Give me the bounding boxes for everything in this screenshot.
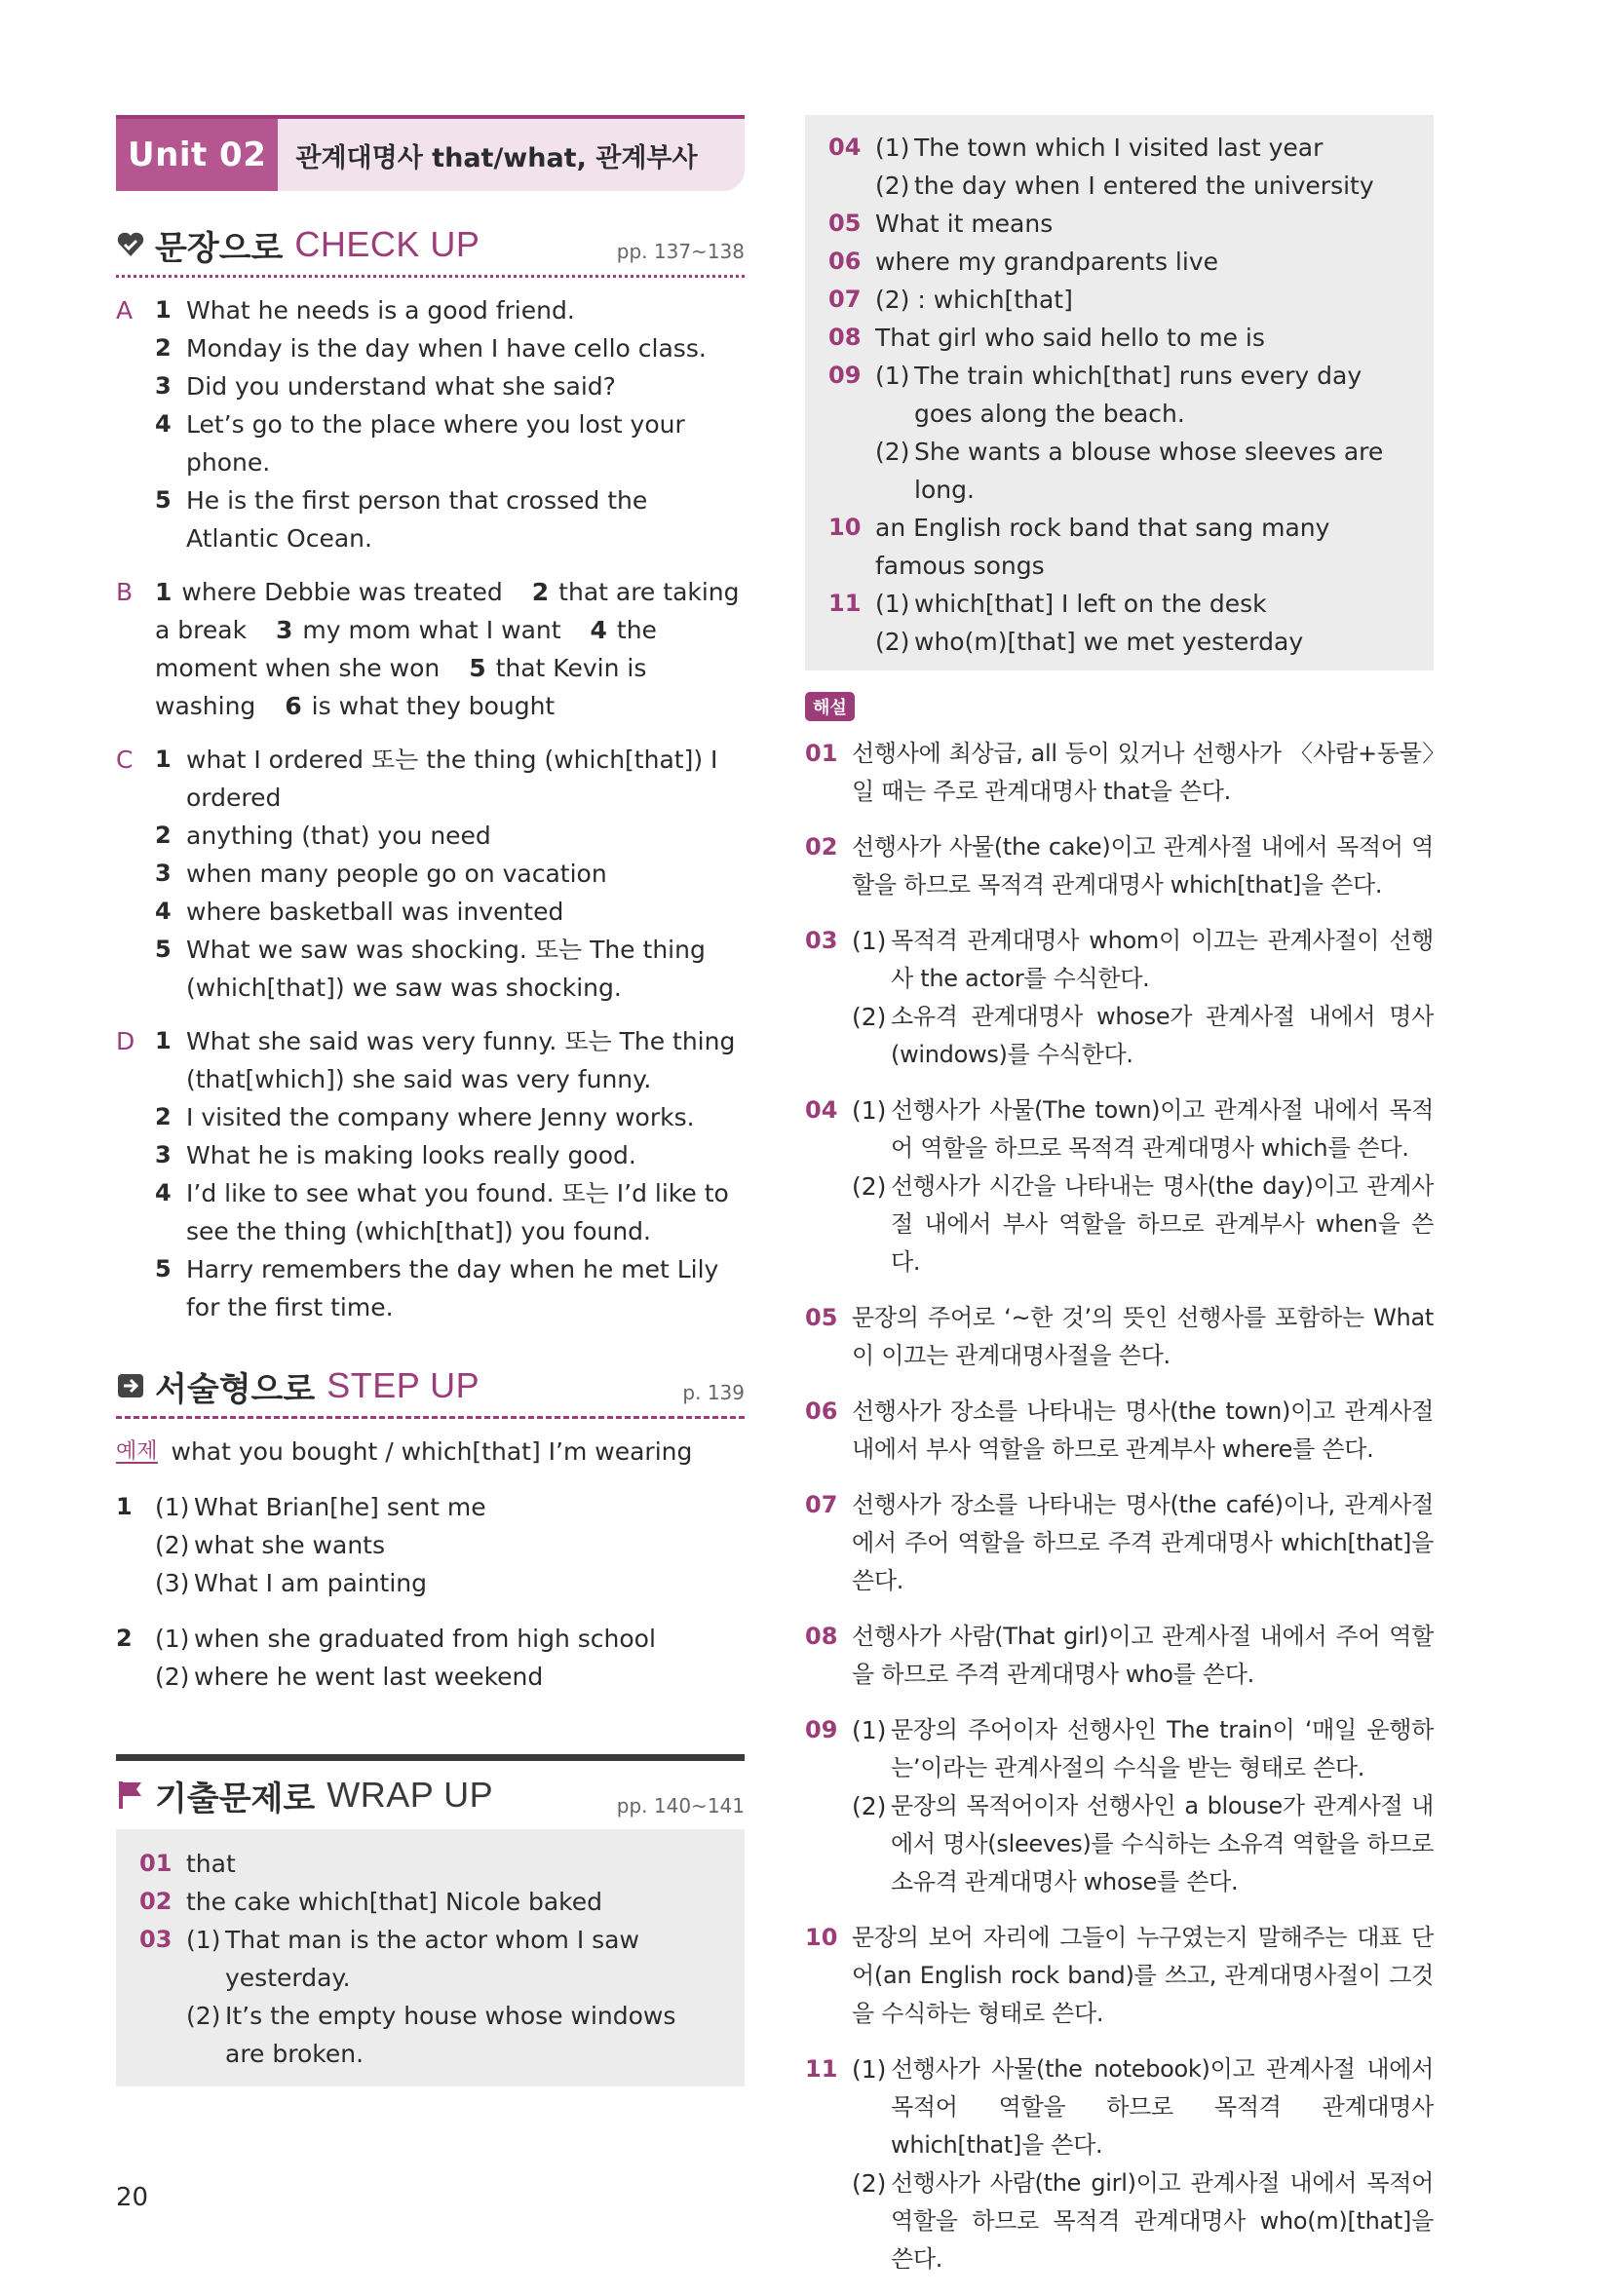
sub-answer [155, 1620, 745, 1658]
answer-row [155, 329, 745, 367]
explanation-item [805, 1711, 1434, 1901]
explanation-item [805, 922, 1434, 1074]
explanation-item [805, 1618, 1434, 1694]
answer-number: 1 [155, 1027, 172, 1054]
page-number: 20 [116, 2183, 149, 2212]
sub-number: (2) [155, 1663, 190, 1691]
group-letter: B [116, 578, 134, 606]
answer-number: 5 [155, 936, 172, 963]
wrap-answer-body [186, 1921, 721, 2073]
answer-row [155, 1250, 745, 1326]
explanation-number: 11 [805, 2055, 838, 2083]
group-letter: A [116, 296, 134, 325]
answer-number: 5 [469, 654, 486, 682]
sub-text: 선행사가 사물(The town)이고 관계사절 내에서 목적어 역할을 하므로 목적격 관계대명사 which를 쓴다. [891, 1096, 1434, 1162]
wrap-answer-sub [186, 1997, 721, 2073]
answer-row [155, 1098, 745, 1136]
wrap-up-divider [116, 1754, 745, 1761]
explanation-label: 해설 [805, 692, 855, 721]
wrap-answer-number: 09 [828, 362, 862, 389]
step-up-title-ko: 서술형으로 [155, 1369, 316, 1409]
wrap-answer-number: 02 [139, 1888, 173, 1915]
answer-text: that are taking a break [155, 578, 740, 644]
wrap-answer-item [828, 585, 1410, 661]
sub-text: 선행사가 사람(the girl)이고 관계사절 내에서 목적어 역할을 하므로 목적격 관계대명사 who(m)[that]을 쓴다. [891, 2169, 1434, 2273]
dashed-divider [116, 1416, 745, 1419]
check-group [116, 1022, 745, 1326]
wrap-up-answers-continued [805, 115, 1434, 670]
answer-number: 2 [155, 822, 172, 849]
step-number: 2 [116, 1625, 133, 1652]
explanation-item [805, 1486, 1434, 1600]
group-letter: D [116, 1027, 135, 1055]
wrap-answer-item [828, 129, 1410, 205]
sub-text: what she wants [194, 1531, 385, 1559]
wrap-answer-sub [875, 357, 1410, 433]
wrap-answer-item [139, 1921, 721, 2073]
sub-text: 문장의 목적어이자 선행사인 a blouse가 관계사절 내에서 명사(sleeves)를 수식하는 소유격 역할을 하므로 소유격 관계대명사 whose를 쓴다. [891, 1792, 1434, 1895]
sub-number: (1) [852, 1716, 887, 1744]
explanation-item [805, 1091, 1434, 1282]
unit-banner [116, 115, 745, 191]
wrap-answer-number: 06 [828, 248, 862, 275]
wrap-answer-text: where my grandparents live [875, 248, 1218, 276]
wrap-answer-sub [186, 1921, 721, 1997]
explanation-sub [852, 922, 1434, 998]
step-up-title-en: STEP UP [326, 1365, 480, 1405]
answer-number: 5 [155, 486, 172, 514]
unit-label: Unit 02 [116, 119, 278, 191]
explanation-item [805, 2050, 1434, 2278]
sub-number: (1) [875, 590, 910, 618]
sub-text: who(m)[that] we met yesterday [914, 628, 1304, 656]
explanation-text: 선행사가 사람(That girl)이고 관계사절 내에서 주어 역할을 하므로 주격 관계대명사 who를 쓴다. [852, 1623, 1434, 1688]
wrap-answer-number: 10 [828, 514, 862, 541]
answer-number: 4 [155, 410, 172, 438]
answer-text: Did you understand what she said? [186, 372, 616, 401]
group-letter: C [116, 746, 134, 774]
explanation-body [852, 1091, 1434, 1282]
answer-text: that Kevin is washing [155, 654, 647, 720]
sub-text: 문장의 주어이자 선행사인 The train이 ‘매일 운행하는’이라는 관계사절의 수식을 받는 형태로 쓴다. [891, 1716, 1434, 1781]
wrap-answer-item [139, 1883, 721, 1921]
sub-answer [155, 1564, 745, 1602]
step-body [155, 1488, 745, 1602]
sub-text: which[that] I left on the desk [914, 590, 1267, 618]
sub-text: 선행사가 시간을 나타내는 명사(the day)이고 관계사절 내에서 부사 역할을 하므로 관계부사 when을 쓴다. [891, 1172, 1434, 1276]
sub-answer [155, 1658, 745, 1696]
answer-row [155, 893, 745, 931]
sub-text: That man is the actor whom I saw yesterday. [225, 1926, 639, 1992]
flag-icon [116, 1780, 145, 1810]
answer-row [155, 405, 745, 481]
step-up-pages: p. 139 [682, 1381, 745, 1404]
explanation-number: 02 [805, 833, 838, 861]
sub-number: (1) [186, 1926, 221, 1954]
check-up-title-en: CHECK UP [294, 224, 480, 264]
answer-text: the moment when she won [155, 616, 657, 682]
sub-text: the day when I entered the university [914, 172, 1374, 200]
wrap-up-header [116, 1761, 745, 1829]
sub-number: (1) [155, 1493, 190, 1521]
explanations [805, 735, 1434, 2278]
wrap-answer-item [828, 205, 1410, 243]
explanation-text: 선행사가 장소를 나타내는 명사(the town)이고 관계사절 내에서 부사 역할을 하므로 관계부사 where를 쓴다. [852, 1397, 1434, 1463]
explanation-sub [852, 1787, 1434, 1901]
wrap-answer-number: 03 [139, 1926, 173, 1953]
answer-number: 2 [155, 1103, 172, 1130]
explanation-item [805, 828, 1434, 904]
answer-row [155, 1174, 745, 1250]
sub-number: (1) [852, 1096, 887, 1125]
sub-text: The town which I visited last year [914, 134, 1324, 162]
right-column [805, 115, 1434, 2296]
answer-text: He is the first person that crossed the Atlantic Ocean. [186, 486, 648, 553]
explanation-sub [852, 2050, 1434, 2164]
arrow-box-icon [116, 1371, 145, 1400]
step-up-header [116, 1356, 745, 1416]
explanation-body [852, 2050, 1434, 2278]
example-tag: 예제 [116, 1433, 158, 1464]
wrap-answer-item [828, 243, 1410, 281]
answer-row [155, 291, 745, 329]
answer-text: where basketball was invented [186, 898, 564, 926]
sub-text: It’s the empty house whose windows are broken. [225, 2002, 676, 2068]
sub-answer [155, 1488, 745, 1526]
wrap-answer-sub [875, 167, 1410, 205]
wrap-answer-body [875, 585, 1410, 661]
answer-number: 3 [276, 616, 293, 644]
wrap-answer-sub [875, 129, 1410, 167]
answer-text: Monday is the day when I have cello class. [186, 334, 707, 363]
answer-number: 3 [155, 1141, 172, 1168]
check-group [116, 573, 745, 725]
check-up-header [116, 214, 745, 275]
unit-title: 관계대명사 that/what, 관계부사 [295, 142, 698, 173]
explanation-text: 문장의 주어로 ‘~한 것’의 뜻인 선행사를 포함하는 What이 이끄는 관계대명사절을 쓴다. [852, 1304, 1434, 1369]
answer-row [155, 741, 745, 817]
wrap-answer-number: 05 [828, 210, 862, 237]
answer-number: 5 [155, 1255, 172, 1282]
dotted-divider [116, 275, 745, 278]
wrap-answer-text: that [186, 1850, 236, 1878]
answer-number: 1 [155, 746, 172, 773]
answer-text: my mom what I want [302, 616, 561, 644]
sub-text: 소유격 관계대명사 whose가 관계사절 내에서 명사(windows)를 수식한다. [891, 1003, 1434, 1068]
explanation-item [805, 1299, 1434, 1375]
sub-number: (1) [852, 927, 887, 955]
sub-text: where he went last weekend [194, 1663, 544, 1691]
answer-text: I’d like to see what you found. 또는 I’d like to see the thing (which[that]) you found. [186, 1179, 729, 1245]
answer-row [155, 817, 745, 855]
check-up-title-ko: 문장으로 [155, 228, 284, 268]
wrap-answer-number: 08 [828, 324, 862, 351]
explanation-sub [852, 1711, 1434, 1787]
explanation-text: 문장의 보어 자리에 그들이 누구였는지 말해주는 대표 단어(an English rock band)를 쓰고, 관계대명사절이 그것을 수식하는 형태로 쓴다. [852, 1924, 1434, 2027]
wrap-answer-text: an English rock band that sang many famous songs [875, 514, 1330, 580]
explanation-number: 07 [805, 1491, 838, 1518]
answer-text: what I ordered 또는 the thing (which[that]) I ordered [186, 746, 718, 812]
wrap-answer-sub [875, 433, 1410, 509]
sub-number: (2) [875, 172, 910, 200]
sub-number: (3) [155, 1569, 190, 1597]
group-body [155, 573, 745, 725]
answer-number: 3 [155, 372, 172, 400]
answer-number: 6 [285, 692, 302, 720]
sub-number: (2) [875, 438, 910, 466]
explanation-number: 09 [805, 1716, 838, 1743]
answer-text: What we saw was shocking. 또는 The thing (which[that]) we saw was shocking. [186, 936, 706, 1002]
wrap-answer-text: the cake which[that] Nicole baked [186, 1888, 602, 1916]
answer-number: 4 [155, 898, 172, 925]
wrap-answer-number: 07 [828, 286, 862, 313]
answer-number: 4 [155, 1179, 172, 1206]
sub-answer [155, 1526, 745, 1564]
step-number: 1 [116, 1493, 133, 1520]
answer-row [155, 1136, 745, 1174]
wrap-up-pages: pp. 140~141 [616, 1794, 745, 1818]
group-body [155, 291, 745, 557]
sub-number: (2) [155, 1531, 190, 1559]
answer-number: 4 [590, 616, 607, 644]
answer-text: anything (that) you need [186, 822, 491, 850]
answer-inline-text [155, 573, 745, 725]
wrap-answer-sub [875, 585, 1410, 623]
answer-row [155, 1022, 745, 1098]
step-item [116, 1488, 745, 1602]
sub-number: (2) [852, 1003, 887, 1031]
explanation-body [852, 922, 1434, 1074]
answer-text: Harry remembers the day when he met Lily for the first time. [186, 1255, 719, 1321]
explanation-text: 선행사가 사물(the cake)이고 관계사절 내에서 목적어 역할을 하므로 목적격 관계대명사 which[that]을 쓴다. [852, 833, 1434, 899]
answer-row [155, 931, 745, 1007]
explanation-number: 04 [805, 1096, 838, 1124]
answer-text: What he is making looks really good. [186, 1141, 636, 1169]
sub-text: The train which[that] runs every day goes along the beach. [914, 362, 1363, 428]
wrap-answer-body [875, 357, 1410, 509]
left-column [116, 115, 745, 2086]
wrap-up-title-ko: 기출문제로 [155, 1779, 316, 1818]
sub-number: (2) [852, 1172, 887, 1201]
wrap-answer-item [828, 281, 1410, 319]
wrap-answer-item [828, 509, 1410, 585]
explanation-number: 10 [805, 1924, 838, 1951]
explanation-body [852, 1711, 1434, 1901]
explanation-item [805, 1393, 1434, 1469]
answer-text: is what they bought [311, 692, 556, 720]
answer-number: 2 [155, 334, 172, 362]
explanation-sub [852, 2164, 1434, 2278]
example-row [116, 1433, 745, 1471]
sub-number: (2) [875, 628, 910, 656]
example-text: what you bought / which[that] I’m wearing [171, 1437, 693, 1466]
wrap-answer-text: (2) : which[that] [875, 286, 1073, 314]
wrap-answer-number: 11 [828, 590, 862, 617]
wrap-answer-body [875, 129, 1410, 205]
sub-number: (1) [155, 1625, 190, 1653]
check-up-groups [116, 291, 745, 1326]
sub-text: She wants a blouse whose sleeves are long. [914, 438, 1384, 504]
group-body [155, 741, 745, 1007]
sub-number: (1) [875, 134, 910, 162]
wrap-answer-number: 04 [828, 134, 862, 161]
sub-text: What Brian[he] sent me [194, 1493, 486, 1521]
explanation-sub [852, 1167, 1434, 1282]
explanation-number: 08 [805, 1623, 838, 1650]
answer-text: What she said was very funny. 또는 The thing (that[which]) she said was very funny. [186, 1027, 736, 1093]
answer-number: 1 [155, 296, 172, 324]
wrap-answer-sub [875, 623, 1410, 661]
sub-text: 선행사가 사물(the notebook)이고 관계사절 내에서 목적어 역할을 하므로 목적격 관계대명사 which[that]을 쓴다. [891, 2055, 1434, 2159]
wrap-answer-item [828, 357, 1410, 509]
explanation-item [805, 735, 1434, 811]
answer-row [155, 481, 745, 557]
wrap-answer-text: What it means [875, 210, 1054, 238]
step-item [116, 1620, 745, 1696]
wrap-up-title-en: WRAP UP [326, 1775, 494, 1815]
answer-text: What he needs is a good friend. [186, 296, 575, 325]
wrap-answer-item [139, 1845, 721, 1883]
step-up-items [116, 1488, 745, 1696]
explanation-number: 03 [805, 927, 838, 954]
answer-text: when many people go on vacation [186, 860, 607, 888]
sub-number: (2) [186, 2002, 221, 2030]
sub-number: (2) [852, 1792, 887, 1820]
sub-number: (2) [852, 2169, 887, 2198]
sub-text: when she graduated from high school [194, 1625, 656, 1653]
wrap-answer-number: 01 [139, 1850, 173, 1877]
explanation-text: 선행사에 최상급, all 등이 있거나 선행사가 〈사람+동물〉일 때는 주로 관계대명사 that을 쓴다. [852, 740, 1434, 805]
explanation-item [805, 1919, 1434, 2033]
wrap-answer-text: That girl who said hello to me is [875, 324, 1265, 352]
answer-number: 1 [155, 578, 173, 606]
explanation-text: 선행사가 장소를 나타내는 명사(the café)이나, 관계사절에서 주어 역할을 하므로 주격 관계대명사 which[that]을 쓴다. [852, 1491, 1434, 1594]
sub-text: What I am painting [194, 1569, 428, 1597]
heart-check-icon [116, 230, 145, 259]
explanation-number: 05 [805, 1304, 838, 1331]
wrap-up-answers [116, 1829, 745, 2086]
answer-number: 2 [531, 578, 550, 606]
explanation-number: 06 [805, 1397, 838, 1425]
answer-text: Let’s go to the place where you lost your phone. [186, 410, 685, 477]
answer-text: where Debbie was treated [181, 578, 503, 606]
check-group [116, 741, 745, 1007]
answer-row [155, 367, 745, 405]
explanation-number: 01 [805, 740, 838, 767]
sub-number: (1) [852, 2055, 887, 2084]
check-up-pages: pp. 137~138 [616, 240, 745, 263]
explanation-sub [852, 1091, 1434, 1167]
answer-row [155, 855, 745, 893]
wrap-answer-item [828, 319, 1410, 357]
explanation-sub [852, 998, 1434, 1074]
answer-number: 3 [155, 860, 172, 887]
sub-number: (1) [875, 362, 910, 390]
sub-text: 목적격 관계대명사 whom이 이끄는 관계사절이 선행사 the actor를 수식한다. [891, 927, 1434, 992]
check-group [116, 291, 745, 557]
answer-text: I visited the company where Jenny works. [186, 1103, 695, 1131]
step-body [155, 1620, 745, 1696]
group-body [155, 1022, 745, 1326]
